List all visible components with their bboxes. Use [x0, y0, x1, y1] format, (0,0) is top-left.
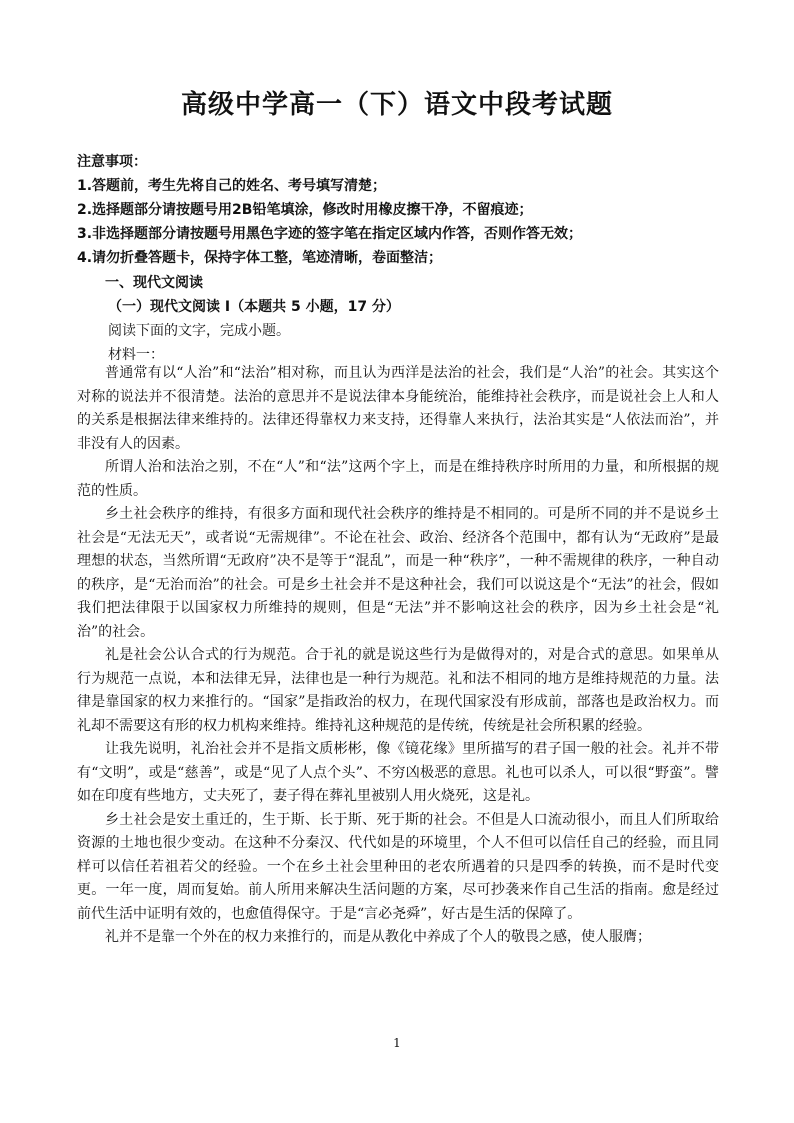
- notice-block: [77, 150, 727, 270]
- material-label: 材料一：: [108, 347, 164, 363]
- section-heading: 一、现代文阅读: [105, 275, 203, 291]
- page-title: 高级中学高一（下）语文中段考试题: [180, 90, 613, 120]
- paragraph: 乡土社会是安土重迁的，生于斯、长于斯、死于斯的社会。不但是人口流动很小，而且人们所取给资源的土地也很少变动。在这种不分秦汉、代代如是的环境里，个人不但可以信任自己的经验，而且同样可以信任若祖若父的经验。一个在乡土社会里种田的老农所遇着的只是四季的转换，而不是时代变更。一年一度，周而复始。前人所用来解决生活问题的方案，尽可抄袭来作自己生活的指南。愈是经过前代生活中证明有效的，也愈值得保守。于是“言必尧舜”，好古是生活的保障了。: [77, 811, 719, 922]
- paragraph: 乡土社会秩序的维持，有很多方面和现代社会秩序的维持是不相同的。可是所不同的并不是说乡土社会是“无法无天”，或者说“无需规律”。不论在社会、政治、经济各个范围中，都有认为“无政府”是最理想的状态，当然所谓“无政府”决不是等于“混乱”，而是一种“秩序”，一种不需规律的秩序，一种自动的秩序，是“无治而治”的社会。可是乡土社会并不是这种社会，我们可以说这是个“无法”的社会，假如我们把法律限于以国家权力所维持的规则，但是“无法”并不影响这社会的秩序，因为乡土社会是“礼治”的社会。: [77, 506, 719, 640]
- notice-item-1: 1.答题前，考生先将自己的姓名、考号填写清楚；: [77, 178, 387, 194]
- paragraph: 礼是社会公认合式的行为规范。合于礼的就是说这些行为是做得对的，对是合式的意思。如果单从行为规范一点说，本和法律无异，法律也是一种行为规范。礼和法不相同的地方是维持规范的力量。法律是靠国家的权力来推行的。“国家”是指政治的权力，在现代国家没有形成前，部落也是政治权力。而礼却不需要这有形的权力机构来维持。维持礼这种规范的是传统，传统是社会所积累的经验。: [77, 647, 719, 734]
- paragraph: 所谓人治和法治之别，不在“人”和“法”这两个字上，而是在维持秩序时所用的力量，和所根据的规范的性质。: [77, 459, 719, 499]
- reading-instruction: 阅读下面的文字，完成小题。: [108, 323, 290, 339]
- page-number: 1: [393, 1036, 401, 1050]
- notice-heading: 注意事项：: [77, 154, 147, 170]
- notice-item-3: 3.非选择题部分请按题号用黑色字迹的签字笔在指定区域内作答，否则作答无效；: [77, 226, 583, 242]
- paragraph: 礼并不是靠一个外在的权力来推行的，而是从教化中养成了个人的敬畏之感，使人服膺；: [105, 929, 651, 945]
- paragraph: 普通常有以“人治”和“法治”相对称，而且认为西洋是法治的社会，我们是“人治”的社会。其实这个对称的说法并不很清楚。法治的意思并不是说法律本身能统治，能维持社会秩序，而是说社会上人和人的关系是根据法律来维持的。法律还得靠权力来支持，还得靠人来执行，法治其实是“人依法而治”，并非没有人的因素。: [77, 365, 719, 452]
- material-body: [77, 362, 719, 950]
- paragraph: 让我先说明，礼治社会并不是指文质彬彬，像《镜花缘》里所描写的君子国一般的社会。礼并不带有“文明”，或是“慈善”，或是“见了人点个头”、不穷凶极恶的意思。礼也可以杀人，可以很“野蛮”。譬如在印度有些地方，丈夫死了，妻子得在葬礼里被别人用火烧死，这是礼。: [77, 741, 719, 804]
- notice-item-2: 2.选择题部分请按题号用2B铅笔填涂，修改时用橡皮擦干净，不留痕迹；: [77, 202, 533, 218]
- subsection-heading: （一）现代文阅读 I（本题共 5 小题，17 分）: [108, 299, 400, 315]
- notice-item-4: 4.请勿折叠答题卡，保持字体工整，笔迹清晰，卷面整洁；: [77, 250, 443, 266]
